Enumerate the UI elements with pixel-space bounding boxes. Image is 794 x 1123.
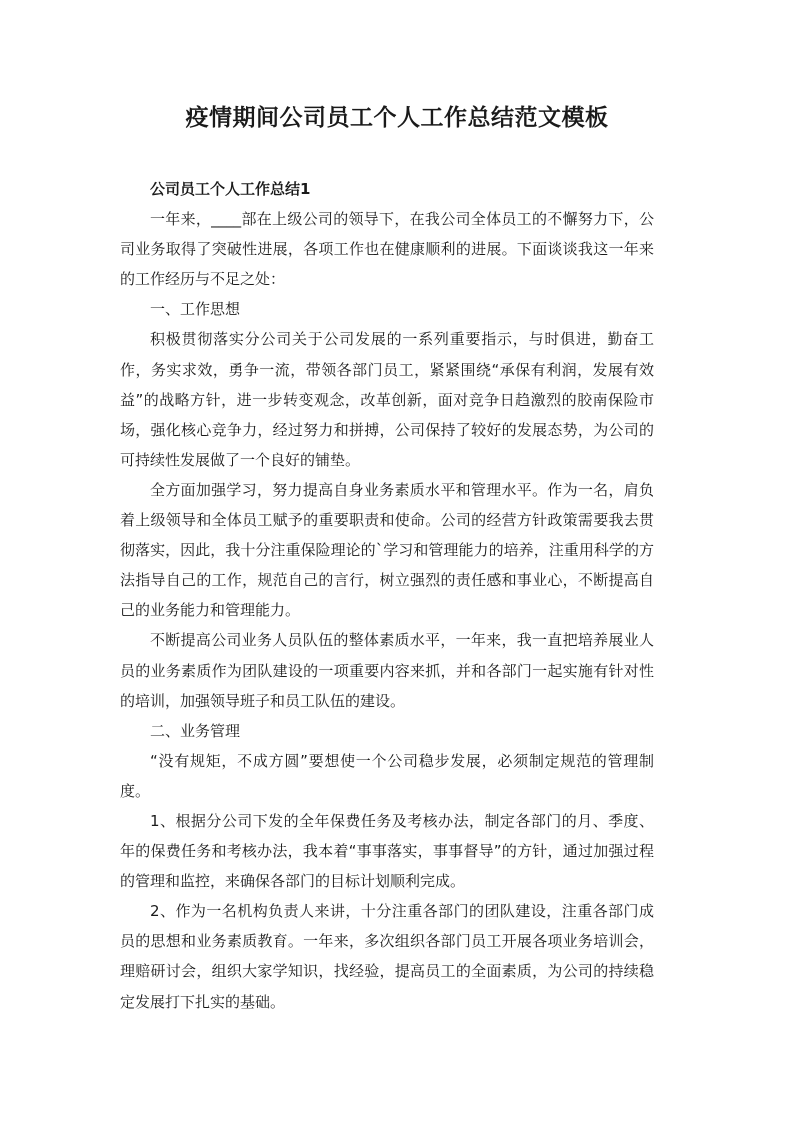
paragraph: 1、根据分公司下发的全年保费任务及考核办法，制定各部门的月、季度、年的保费任务和考核办法，我本着“事事落实，事事督导”的方针，通过加强过程的管理和监控，来确保各部门的目标计划顺利完成。 [120, 811, 654, 891]
document-title: 疫情期间公司员工个人工作总结范文模板 [185, 104, 609, 131]
document-body [120, 174, 654, 1017]
section-heading: 公司员工个人工作总结1 [150, 180, 311, 198]
paragraph: 不断提高公司业务人员队伍的整体素质水平，一年来，我一直把培养展业人员的业务素质作为团队建设的一项重要内容来抓，并和各部门一起实施有针对性的培训，加强领导班子和员工队伍的建设。 [120, 631, 654, 710]
paragraph: “没有规矩，不成方圆”要想使一个公司稳步发展，必须制定规范的管理制度。 [120, 751, 654, 800]
subsection-heading: 一、工作思想 [150, 300, 241, 319]
paragraph: 积极贯彻落实分公司关于公司发展的一系列重要指示，与时俱进，勤奋工作，务实求效，勇争一流，带领各部门员工，紧紧围绕“承保有利润，发展有效益”的战略方针，进一步转变观念，改革创新，面对竞争日趋激烈的胶南保险市场，强化核心竞争力，经过努力和拼搏，公司保持了较好的发展态势，为公司的可持续性发展做了一个良好的铺垫。 [120, 330, 654, 469]
paragraph: 一年来，____部在上级公司的领导下，在我公司全体员工的不懈努力下，公司业务取得了突破性进展，各项工作也在健康顺利的进展。下面谈谈我这一年来的工作经历与不足之处： [120, 210, 654, 289]
paragraph: 全方面加强学习，努力提高自身业务素质水平和管理水平。作为一名，肩负着上级领导和全体员工赋予的重要职责和使命。公司的经营方针政策需要我去贯彻落实，因此，我十分注重保险理论的`学习和管理能力的培养，注重用科学的方法指导自己的工作，规范自己的言行，树立强烈的责任感和事业心，不断提高自己的业务能力和管理能力。 [120, 480, 654, 620]
subsection-heading: 二、业务管理 [150, 721, 241, 740]
paragraph: 2、作为一名机构负责人来讲，十分注重各部门的团队建设，注重各部门成员的思想和业务素质教育。一年来，多次组织各部门员工开展各项业务培训会，理赔研讨会，组织大家学知识，找经验，提高员工的全面素质，为公司的持续稳定发展打下扎实的基础。 [120, 902, 654, 1011]
